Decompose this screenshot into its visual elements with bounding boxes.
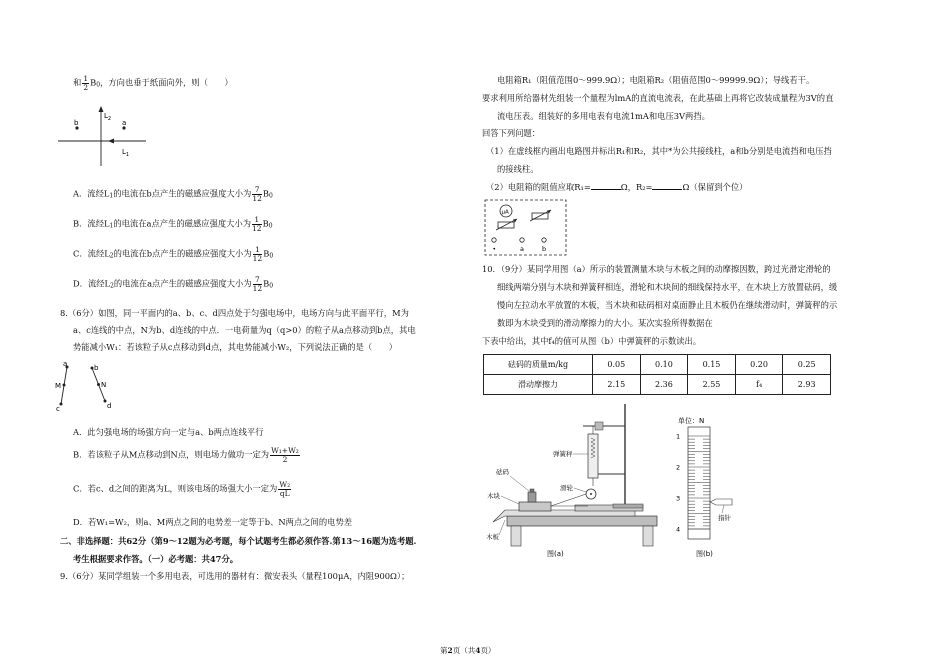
q7-option-b: B．流经$L_1$的电流在a点产生的磁感应强度大小为 $\frac{1}{12}$ $B_0$ [73,215,273,233]
scale-tick-label: 3 [676,494,681,503]
q9-resistor-boxes: 电阻箱R₁（阻值范围0～999.9Ω）；电阻箱R₂（阻值范围0～99999.9Ω）；导线若干。 [497,75,815,85]
q9-sub2: （2）电阻箱的阻值应取R₁= Ω，R₂= Ω（保留到个位） [486,182,748,192]
table-row-friction: 滑动摩擦力 2.15 2.36 2.55 f₄ 2.93 [484,375,831,395]
table-top-icon [507,516,657,526]
point-a-label: a [122,119,127,127]
svg-text:a: a [520,245,524,253]
point-c-label: c [56,405,60,413]
r1-answer-blank[interactable] [591,189,621,190]
point-d-label: d [107,402,112,410]
q7-option-a: A．流经$L_1$的电流在b点产生的磁感应强度大小为 $\frac{7}{12}$ $B_0$ [73,185,273,203]
apparatus-figure-a [485,398,660,563]
r2-answer-blank[interactable] [652,189,682,190]
q8-option-d: D．若W₁=W₂，则a、M两点之间的电势差一定等于b、N两点之间的电势差 [73,517,353,527]
q8-line-1: 8.（6分）如图，同一平面内的a、b、c、d四点处于匀强电场中，电场方向与此平面平行，M为 [60,308,409,318]
q10-line-5: 下表中给出，其中f₄的值可从图（b）中弹簧秤的示数读出。 [482,336,702,346]
q9-sub1-line-2: 的接线柱。 [497,164,539,174]
scale-tick-label: 4 [676,525,681,534]
l2-label: $L_2$ [104,112,112,122]
point-b-label: b [74,119,79,127]
unit-label: 单位：N [678,417,705,425]
q8-points-figure [55,358,125,413]
q7-option-c: C．流经$L_2$的电流在b点产生的磁感应强度大小为 $\frac{1}{12}$ $B_0$ [73,245,274,263]
pulley-label: 滑轮 [560,484,573,492]
scale-tick-label: 2 [676,463,681,472]
q8-option-b: B．若该粒子从M点移动到N点，则电场力做功一定为 $\frac{\text{W₁+W₂}}{2}$ [73,446,299,464]
svg-text:•: • [492,246,497,253]
pointer-label: 指针 [718,514,731,522]
pointer-icon [710,499,732,505]
q8-option-a: A．此匀强电场的场强方向一定与a、b两点连线平行 [73,427,264,437]
q7-wire-figure [58,104,148,166]
terminal-a-icon [520,238,524,242]
q10-line-3: 慢向左拉动水平放置的木板，当木块和砝码相对桌面静止且木板仍在继续滑动时，弹簧秤的示 [497,300,838,310]
block-label: 木块 [487,492,500,500]
q10-line-4: 数即为木块受到的滑动摩擦力的大小。某次实验所得数据在 [497,318,713,328]
terminal-b-icon [542,238,546,242]
section-2-subheading: 考生根据要求作答。（一）必考题：共47分。 [73,554,239,564]
l1-label: $L_1$ [122,148,130,158]
spring-scale-figure-b [672,412,742,562]
weight-label: 砝码 [496,468,509,476]
q9-circuit-box[interactable] [484,199,568,257]
table-row-mass: 砝码的质量m/kg 0.05 0.10 0.15 0.20 0.25 [484,355,831,375]
terminal-common-icon [492,238,496,242]
spring-scale-label: 弹簧秤 [553,450,573,458]
block-icon [519,502,551,511]
q10-line-1: 10．（9分）某同学用图（a）所示的装置测量木块与木板之间的动摩擦因数，跨过光滑定滑轮的 [482,264,831,274]
point-b-label: b [94,364,99,372]
figure-a-caption: 图(a) [547,550,564,558]
friction-data-table [483,354,831,395]
weight-icon [528,492,536,502]
page-footer: 第2页（共4页） [440,646,496,655]
point-a-label: a [63,360,68,368]
q8-option-c: C．若c、d之间的距离为L，则该电场的场强大小一定为 $\frac{\text{W₂}}{qL}$ [73,480,291,498]
scale-body-icon [688,427,710,539]
q10-line-2: 细线两端分别与木块和弹簧秤相连，滑轮和木块间的细线保持水平，在木块上方放置砝码，缓 [497,282,838,292]
q8-line-2: a、c连线的中点，N为b、d连线的中点．一电荷量为q（q>0）的粒子从a点移动到b点，其电 [73,325,416,335]
q9-requirement-1: 要求利用所给器材先组装一个量程为lmA的直流电流表，在此基础上再将它改装成量程为3V的直 [482,93,834,103]
section-2-heading: 二、非选择题：共62分（第9～12题为必考题，每个试题考生都必须作答.第13～16题为选考题. [60,536,417,546]
q8-line-3: 势能减小W₁：若该粒子从c点移动到d点，其电势能减小W₂，下列说法正确的是（ ） [73,342,398,352]
q9-requirement-2: 流电压表。组装好的多用电表有电流1mA和电压3V两挡。 [497,111,710,121]
svg-text:b: b [542,245,547,253]
spring-scale-icon [588,434,598,478]
figure-b-caption: 图(b) [696,550,713,558]
point-n-label: N [101,381,107,389]
board-label: 木板 [486,533,499,541]
q7-intro: 和 $\frac{1}{2}$ $B_0$，方向也垂于纸面向外，则（ ） [73,74,233,92]
microammeter-icon: μA [501,209,509,216]
q7-option-d: D．流经$L_2$的电流在a点产生的磁感应强度大小为 $\frac{7}{12}$ $B_0$ [73,275,274,293]
point-m-label: M [55,382,62,390]
q9-line-1: 9.（6分）某同学组装一个多用电表，可选用的器材有：微安表头（量程100μA，内阻900Ω）； [60,571,410,581]
q9-answer-prompt: 回答下列问题： [482,128,541,138]
q9-sub1-line-1: （1）在虚线框内画出电路图并标出R₁和R₂，其中*为公共接线柱，a和b分别是电流挡和电压挡 [486,146,832,156]
scale-tick-label: 1 [676,432,681,441]
